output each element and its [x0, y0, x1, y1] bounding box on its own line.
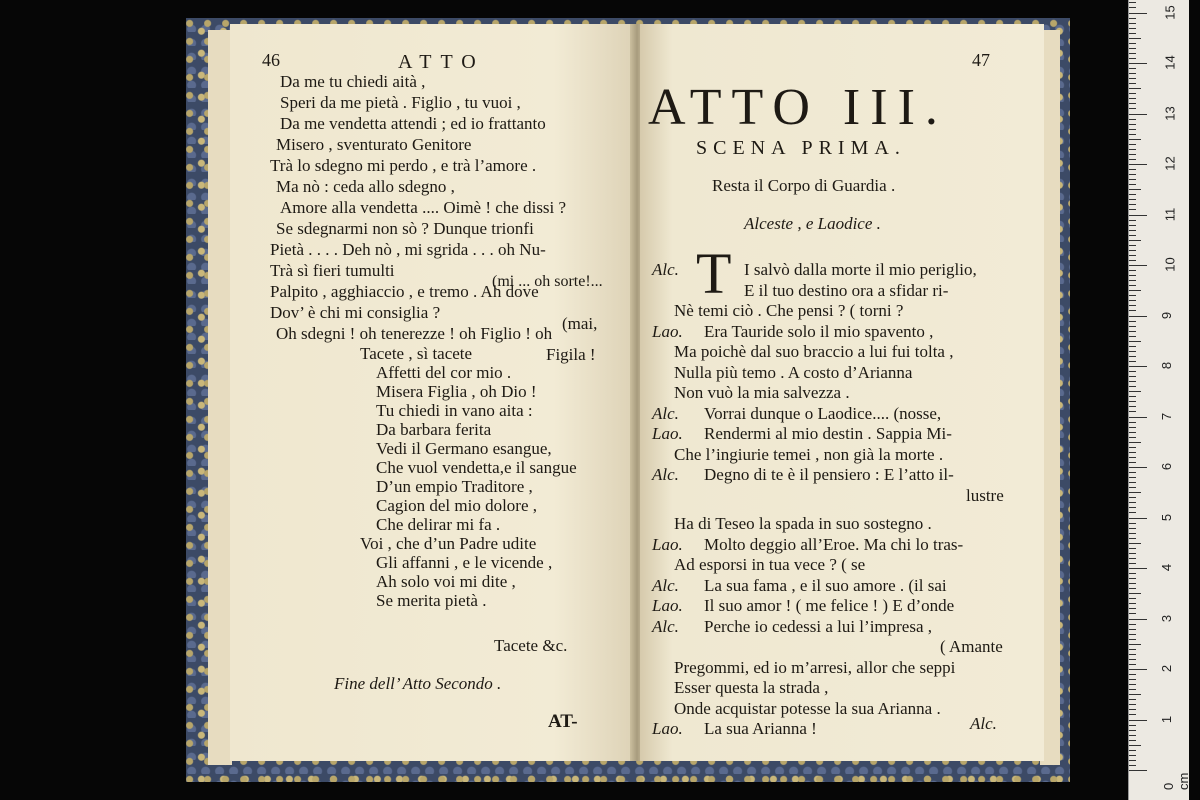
ruler-tick [1129, 487, 1136, 488]
ruler-tick [1129, 477, 1136, 478]
speaker-label: Lao. [652, 321, 683, 341]
dialogue-line: Onde acquistar potesse la sua Arianna . [674, 698, 941, 718]
ruler-tick [1129, 689, 1136, 690]
ruler-tick [1129, 2, 1136, 3]
ruler-tick [1129, 694, 1141, 695]
catchword-left: AT- [548, 711, 578, 732]
verse-line: Trà lo sdegno mi perdo , e trà l’amore . [270, 156, 537, 175]
ruler-tick [1129, 417, 1147, 418]
ruler-tick [1129, 179, 1136, 180]
ruler-tick [1129, 58, 1136, 59]
ruler-tick [1129, 447, 1136, 448]
ruler-tick [1129, 518, 1147, 519]
overflow-line: (mi ... oh sorte!... [492, 273, 603, 290]
ruler-tick [1129, 159, 1136, 160]
ruler-tick [1129, 305, 1136, 306]
ruler-tick [1129, 411, 1136, 412]
ruler-tick [1129, 336, 1136, 337]
verse-line: Da me tu chiedi aità , [280, 72, 426, 91]
ruler-tick [1129, 209, 1136, 210]
ruler-tick [1129, 220, 1136, 221]
ruler-tick [1129, 33, 1136, 34]
ruler-tick [1129, 679, 1136, 680]
ruler-tick [1129, 624, 1136, 625]
running-head: ATTO [398, 51, 485, 73]
ruler-tick [1129, 558, 1136, 559]
ruler-tick [1129, 280, 1136, 281]
ruler-label: 0 cm [1161, 772, 1191, 790]
ruler-tick [1129, 43, 1136, 44]
ruler-tick [1129, 18, 1136, 19]
dialogue-line: Ma poichè dal suo braccio a lui fui tolta , [674, 342, 954, 361]
dialogue-line: Pregommi, ed io m’arresi, allor che seppi [674, 657, 956, 677]
ruler-tick [1129, 725, 1136, 726]
ruler-tick [1129, 573, 1136, 574]
verse-line: Oh sdegni ! oh tenerezze ! oh Figlio ! oh [276, 324, 553, 343]
page-edges-left [208, 30, 232, 765]
ruler-tick [1129, 735, 1136, 736]
dialogue-line: Era Tauride solo il mio spavento , [704, 321, 934, 341]
ruler-tick [1129, 462, 1136, 463]
ruler-label: 1 [1159, 715, 1175, 723]
ruler-tick [1129, 245, 1136, 246]
dialogue-line: Perche io cedessi a lui l’impresa , [704, 616, 933, 636]
ruler-label: 6 [1159, 462, 1175, 471]
ruler-tick [1129, 649, 1136, 650]
ruler-tick [1129, 629, 1136, 630]
verse-line: Trà sì fieri tumulti [270, 261, 395, 280]
ruler-tick [1129, 396, 1136, 397]
aria-line: Che delirar mi fa . [376, 515, 501, 534]
ruler-tick [1129, 452, 1136, 453]
ruler-tick [1129, 709, 1136, 710]
ruler-tick [1129, 507, 1136, 508]
characters-line: Alceste , e Laodice . [744, 214, 881, 233]
aria-line: Ah solo voi mi dite , [376, 572, 516, 591]
ruler-tick [1129, 53, 1136, 54]
ruler-label: 15 [1162, 4, 1178, 20]
ruler-tick [1129, 285, 1136, 286]
ruler-tick [1129, 432, 1136, 433]
dialogue-line: Nè temi ciò . Che pensi ? ( torni ? [674, 301, 904, 320]
ruler-tick [1129, 265, 1147, 266]
verse-line: Figila ! [546, 345, 596, 364]
aria-line: Tacete , sì tacete [360, 344, 473, 363]
dialogue-line: Nulla più temo . A costo d’Arianna [674, 362, 913, 382]
ruler-tick [1129, 270, 1136, 271]
speaker-label: Lao. [652, 596, 683, 615]
ruler-tick [1129, 114, 1147, 115]
dialogue-line: ( Amante [940, 637, 1003, 656]
ruler-tick [1129, 467, 1147, 468]
ruler-tick [1129, 48, 1136, 49]
ruler-tick [1129, 7, 1136, 8]
ruler-tick [1129, 684, 1136, 685]
ruler-tick [1129, 68, 1136, 69]
ruler-tick [1129, 472, 1136, 473]
ruler-tick [1129, 361, 1136, 362]
verse-line: Pietà . . . . Deh nò , mi sgrida . . . oh Nu- [270, 240, 546, 259]
ruler-label: 7 [1159, 412, 1175, 420]
ruler-tick [1129, 548, 1136, 549]
ruler-tick [1129, 310, 1136, 311]
ruler-tick [1129, 391, 1141, 392]
ruler-tick [1129, 704, 1136, 705]
ruler-tick [1129, 346, 1136, 347]
dialogue-line: Che l’ingiurie temei , non già la morte . [674, 444, 944, 464]
ruler-label: 4 [1159, 563, 1175, 572]
measuring-ruler [1128, 0, 1189, 800]
ruler-tick [1129, 184, 1136, 185]
dialogue-line: Il suo amor ! ( me felice ! ) E d’onde [704, 596, 955, 615]
verse-line: Ma nò : ceda allo sdegno , [276, 177, 455, 196]
ruler-label: 2 [1159, 664, 1175, 673]
verse-line: Amore alla vendetta .... Oimè ! che dissi ? [280, 198, 567, 217]
ruler-tick [1129, 164, 1147, 165]
ruler-tick [1129, 528, 1136, 529]
ruler-tick [1129, 230, 1136, 231]
verse-line: Speri da me pietà . Figlio , tu vuoi , [280, 93, 521, 112]
ruler-tick [1129, 295, 1136, 296]
ruler-tick [1129, 240, 1141, 241]
catchword-right: Alc. [970, 714, 997, 733]
aria-line: Da barbara ferita [376, 420, 492, 439]
aria-line: Voi , che d’un Padre udite [360, 534, 537, 553]
ruler-tick [1129, 730, 1136, 731]
dialogue-line: La sua Arianna ! [704, 719, 817, 738]
ruler-tick [1129, 28, 1136, 29]
speaker-label: Lao. [652, 424, 683, 443]
ruler-tick [1129, 442, 1141, 443]
ruler-tick [1129, 189, 1141, 190]
ruler-tick [1129, 770, 1147, 771]
dialogue-line: E il tuo destino ora a sfidar ri- [744, 280, 949, 300]
aria-line: D’un empio Traditore , [376, 477, 533, 496]
ruler-tick [1129, 119, 1136, 120]
ruler-tick [1129, 108, 1136, 109]
ruler-tick [1129, 300, 1136, 301]
dialogue-line: Non vuò la mia salvezza . [674, 383, 850, 402]
verse-line: Misero , sventurato Genitore [276, 135, 472, 154]
ruler-tick [1129, 583, 1136, 584]
aria-line: Vedi il Germano esangue, [376, 439, 552, 458]
ruler-tick [1129, 78, 1136, 79]
ruler-tick [1129, 351, 1136, 352]
dialogue-line: I salvò dalla morte il mio periglio, [744, 260, 977, 279]
ruler-tick [1129, 316, 1147, 317]
end-of-act-note: Fine dell’ Atto Secondo . [334, 674, 502, 693]
ruler-tick [1129, 88, 1141, 89]
dialogue-line: Esser questa la strada , [674, 678, 829, 697]
dialogue-line: Ad esporsi in tua vece ? ( se [674, 555, 866, 574]
ruler-tick [1129, 376, 1136, 377]
ruler-label: 13 [1162, 105, 1178, 121]
ruler-tick [1129, 406, 1136, 407]
ruler-tick [1129, 103, 1136, 104]
left-page [230, 24, 635, 761]
verse-line: Se sdegnarmi non sò ? Dunque trionfi [276, 219, 534, 238]
ruler-label: 8 [1159, 361, 1175, 370]
dialogue-line: La sua fama , e il suo amore . (il sai [704, 575, 947, 595]
ruler-tick [1129, 386, 1136, 387]
ruler-tick [1129, 356, 1136, 357]
ruler-tick [1129, 613, 1136, 614]
aria-line: Affetti del cor mio . [376, 363, 512, 382]
ruler-tick [1129, 341, 1141, 342]
ruler-tick [1129, 194, 1136, 195]
ruler-tick [1129, 250, 1136, 251]
ruler-tick [1129, 93, 1136, 94]
speaker-label: Alc. [652, 616, 679, 636]
aria-line: Misera Figlia , oh Dio ! [376, 382, 537, 401]
ruler-tick [1129, 144, 1136, 145]
ruler-tick [1129, 603, 1136, 604]
ruler-tick [1129, 659, 1136, 660]
ruler-tick [1129, 492, 1141, 493]
ruler-tick [1129, 275, 1136, 276]
ruler-tick [1129, 654, 1136, 655]
ruler-tick [1129, 674, 1136, 675]
ruler-tick [1129, 523, 1136, 524]
aria-line: Tu chiedi in vano aita : [376, 401, 533, 420]
right-page [640, 24, 1044, 761]
ruler-tick [1129, 563, 1136, 564]
ruler-tick [1129, 169, 1136, 170]
ruler-tick [1129, 154, 1136, 155]
ruler-tick [1129, 699, 1136, 700]
ruler-tick [1129, 457, 1136, 458]
dialogue-line: Vorrai dunque o Laodice.... (nosse, [704, 403, 942, 423]
dialogue-line: Molto deggio all’Eroe. Ma chi lo tras- [704, 534, 964, 554]
speaker-label: Alc. [652, 465, 679, 484]
ruler-tick [1129, 235, 1136, 236]
ruler-tick [1129, 174, 1136, 175]
ruler-tick [1129, 381, 1136, 382]
ruler-tick [1129, 23, 1136, 24]
ruler-tick [1129, 720, 1147, 721]
ruler-label: 12 [1162, 156, 1178, 171]
ruler-tick [1129, 750, 1136, 751]
aria-line: Che vuol vendetta,e il sangue [376, 458, 577, 477]
verse-line: Da me vendetta attendi ; ed io frattanto [280, 114, 546, 133]
ruler-tick [1129, 760, 1136, 761]
ruler-tick [1129, 714, 1136, 715]
ruler-tick [1129, 765, 1136, 766]
ruler-tick [1129, 134, 1136, 135]
ruler-tick [1129, 98, 1136, 99]
ruler-tick [1129, 321, 1136, 322]
ruler-tick [1129, 124, 1136, 125]
ruler-tick [1129, 543, 1141, 544]
ruler-tick [1129, 619, 1147, 620]
aria-line: Cagion del mio dolore , [376, 496, 538, 515]
speaker-label: Alc. [652, 260, 679, 279]
ruler-tick [1129, 331, 1136, 332]
dialogue-line: Rendermi al mio destin . Sappia Mi- [704, 424, 952, 443]
ruler-label: 10 [1162, 257, 1178, 272]
da-capo: Tacete &c. [494, 636, 568, 655]
ruler-tick [1129, 38, 1141, 39]
ruler-tick [1129, 538, 1136, 539]
ruler-tick [1129, 644, 1141, 645]
ruler-tick [1129, 639, 1136, 640]
ruler-tick [1129, 260, 1136, 261]
ruler-tick [1129, 502, 1136, 503]
ruler-tick [1129, 533, 1136, 534]
ruler-tick [1129, 740, 1136, 741]
ruler-tick [1129, 215, 1147, 216]
ruler-label: 14 [1162, 55, 1178, 70]
ruler-tick [1129, 73, 1136, 74]
ruler-label: 11 [1162, 207, 1178, 221]
aria-line: Gli affanni , e le vicende , [376, 553, 553, 572]
ruler-tick [1129, 427, 1136, 428]
ruler-tick [1129, 366, 1147, 367]
verse-line: Dov’ è chi mi consiglia ? [270, 303, 441, 322]
ruler-tick [1129, 553, 1136, 554]
drop-cap: T [696, 241, 732, 306]
ruler-tick [1129, 482, 1136, 483]
ruler-tick [1129, 512, 1136, 513]
stage-setting: Resta il Corpo di Guardia . [712, 176, 896, 195]
ruler-tick [1129, 669, 1147, 670]
verse-line: Palpito , agghiaccio , e tremo . Ah dove [270, 282, 539, 301]
ruler-tick [1129, 83, 1136, 84]
ruler-tick [1129, 290, 1141, 291]
ruler-tick [1129, 497, 1136, 498]
ruler-label: 9 [1159, 311, 1175, 319]
ruler-tick [1129, 598, 1136, 599]
page-number-right: 47 [972, 50, 990, 70]
ruler-tick [1129, 437, 1136, 438]
ruler-label: 5 [1159, 513, 1175, 521]
ruler-tick [1129, 745, 1141, 746]
ruler-tick [1129, 255, 1136, 256]
ruler-tick [1129, 371, 1136, 372]
act-title: ATTO III. [648, 79, 948, 136]
ruler-tick [1129, 578, 1136, 579]
speaker-label: Lao. [652, 719, 683, 738]
dialogue-line: Degno di te è il pensiero : E l’atto il- [704, 465, 954, 484]
overflow-line: (mai, [562, 314, 598, 333]
page-number-left: 46 [262, 50, 280, 70]
ruler-tick [1129, 326, 1136, 327]
ruler-tick [1129, 13, 1147, 14]
ruler-tick [1129, 664, 1136, 665]
ruler-tick [1129, 422, 1136, 423]
ruler-tick [1129, 204, 1136, 205]
ruler-tick [1129, 139, 1141, 140]
speaker-label: Alc. [652, 575, 679, 595]
speaker-label: Alc. [652, 403, 679, 423]
dialogue-line: Ha di Teseo la spada in suo sostegno . [674, 514, 932, 533]
ruler-tick [1129, 593, 1141, 594]
ruler-tick [1129, 149, 1136, 150]
ruler-tick [1129, 634, 1136, 635]
ruler-tick [1129, 568, 1147, 569]
aria-line: Se merita pietà . [376, 591, 487, 610]
ruler-tick [1129, 588, 1136, 589]
ruler-tick [1129, 63, 1147, 64]
ruler-tick [1129, 401, 1136, 402]
ruler-tick [1129, 129, 1136, 130]
ruler-tick [1129, 755, 1136, 756]
ruler-label: 3 [1159, 614, 1175, 622]
scene-title: SCENA PRIMA. [696, 137, 906, 159]
ruler-tick [1129, 199, 1136, 200]
dialogue-line: lustre [966, 485, 1004, 505]
ruler-tick [1129, 608, 1136, 609]
speaker-label: Lao. [652, 534, 683, 554]
ruler-tick [1129, 225, 1136, 226]
